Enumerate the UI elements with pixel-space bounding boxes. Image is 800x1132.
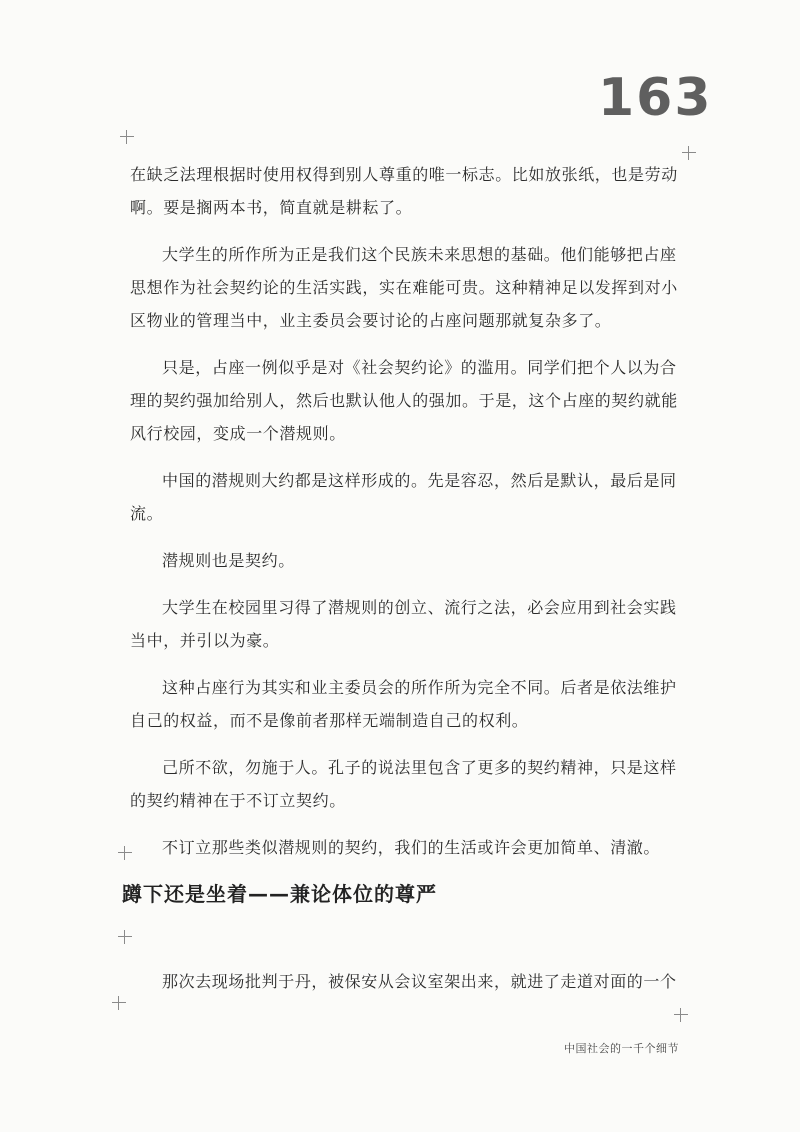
registration-mark <box>674 1008 688 1022</box>
registration-mark <box>112 996 126 1010</box>
paragraph: 大学生在校园里习得了潜规则的创立、流行之法，必会应用到社会实践当中，并引以为豪。 <box>130 598 677 650</box>
paragraph: 潜规则也是契约。 <box>162 551 295 570</box>
paragraph: 大学生的所作所为正是我们这个民族未来思想的基础。他们能够把占座思想作为社会契约论的生活实践，实在难能可贵。这种精神足以发挥到对小区物业的管理当中，业主委员会要讨论的占座问题那就复杂多了。 <box>130 245 678 330</box>
body-text <box>130 158 690 878</box>
page-number: 163 <box>598 68 713 128</box>
registration-mark <box>120 130 134 144</box>
paragraph: 在缺乏法理根据时使用权得到别人尊重的唯一标志。比如放张纸，也是劳动啊。要是搁两本书，简直就是耕耘了。 <box>130 165 678 217</box>
paragraph: 不订立那些类似潜规则的契约，我们的生活或许会更加简单、清澈。 <box>162 838 661 857</box>
paragraph: 那次去现场批判于丹，被保安从会议室架出来，就进了走道对面的一个 <box>162 972 677 991</box>
running-footer: 中国社会的一千个细节 <box>564 1042 679 1055</box>
section-title: 蹲下还是坐着——兼论体位的尊严 <box>122 882 437 906</box>
registration-mark <box>118 930 132 944</box>
paragraph: 中国的潜规则大约都是这样形成的。先是容忍，然后是默认，最后是同流。 <box>130 471 677 523</box>
paragraph: 己所不欲，勿施于人。孔子的说法里包含了更多的契约精神，只是这样的契约精神在于不订立契约。 <box>130 758 677 810</box>
paragraph: 这种占座行为其实和业主委员会的所作所为完全不同。后者是依法维护自己的权益，而不是像前者那样无端制造自己的权利。 <box>130 678 677 730</box>
paragraph: 只是，占座一例似乎是对《社会契约论》的滥用。同学们把个人以为合理的契约强加给别人，然后也默认他人的强加。于是，这个占座的契约就能风行校园，变成一个潜规则。 <box>130 358 678 443</box>
